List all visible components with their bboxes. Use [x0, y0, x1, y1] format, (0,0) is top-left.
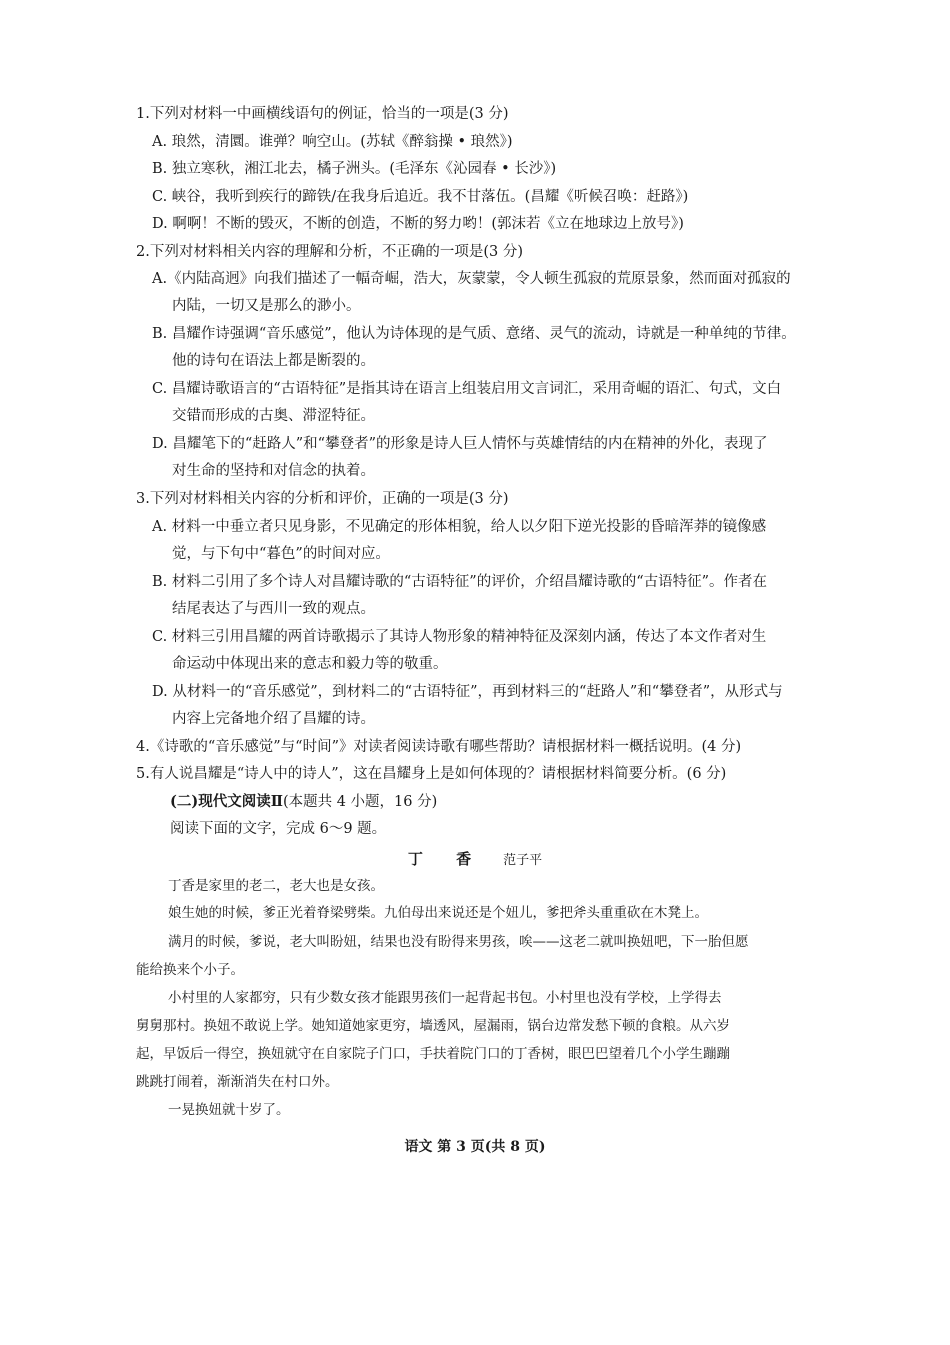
story-paragraph-3-cont: 能给换来个小子。 — [136, 962, 244, 978]
q1-option-a: A. 琅然，清圜。谁弹？响空山。(苏轼《醉翁操 • 琅然》) — [152, 134, 513, 150]
q1-option-c: C. 峡谷，我听到疾行的蹄铁/在我身后追近。我不甘落伍。(昌耀《听候召唤：赶路》) — [152, 189, 689, 205]
story-paragraph-3: 满月的时候，爹说，老大叫盼妞，结果也没有盼得来男孩，唉——这老二就叫换妞吧，下一胎但愿 — [168, 934, 749, 950]
q3-option-d-cont: 内容上完备地介绍了昌耀的诗。 — [172, 711, 375, 727]
q1-option-b: B. 独立寒秋，湘江北去，橘子洲头。(毛泽东《沁园春 • 长沙》) — [152, 161, 557, 177]
story-paragraph-4-cont-2: 起，早饭后一得空，换妞就守在自家院子门口，手扶着院门口的丁香树，眼巴巴望着几个小学生蹦蹦 — [136, 1046, 730, 1062]
q2-option-a-cont: 内陆，一切又是那么的渺小。 — [172, 298, 361, 314]
question-3-stem: 3.下列对材料相关内容的分析和评价，正确的一项是(3 分) — [136, 491, 509, 507]
story-paragraph-5: 一晃换妞就十岁了。 — [168, 1102, 290, 1118]
question-5: 5.有人说昌耀是“诗人中的诗人”，这在昌耀身上是如何体现的？请根据材料简要分析。(6 分) — [136, 766, 727, 782]
story-paragraph-2: 娘生她的时候，爹正光着脊梁劈柴。九伯母出来说还是个妞儿，爹把斧头重重砍在木凳上。 — [168, 905, 708, 921]
q3-option-a-cont: 觉，与下句中“暮色”的时间对应。 — [172, 546, 390, 562]
q2-option-d: D. 昌耀笔下的“赶路人”和“攀登者”的形象是诗人巨人情怀与英雄情结的内在精神的外化，表现了 — [152, 436, 768, 452]
q2-option-d-cont: 对生命的坚持和对信念的执着。 — [172, 463, 375, 479]
section-heading — [170, 792, 437, 812]
story-paragraph-1: 丁香是家里的老二，老大也是女孩。 — [168, 878, 384, 894]
story-author: 范子平 — [503, 853, 543, 868]
section-instruction: 阅读下面的文字，完成 6～9 题。 — [170, 821, 387, 837]
q2-option-b-cont: 他的诗句在语法上都是断裂的。 — [172, 353, 375, 369]
q1-option-d: D. 啊啊！不断的毁灭，不断的创造，不断的努力哟！(郭沫若《立在地球边上放号》) — [152, 216, 684, 232]
q3-option-c: C. 材料三引用昌耀的两首诗歌揭示了其诗人物形象的精神特征及深刻内涵，传达了本文作者对生 — [152, 629, 767, 645]
story-title: 丁 香 — [407, 850, 486, 868]
story-paragraph-4: 小村里的人家都穷，只有少数女孩才能跟男孩们一起背起书包。小村里也没有学校，上学得去 — [168, 990, 722, 1006]
story-title-line — [0, 848, 950, 869]
q3-option-d: D. 从材料一的“音乐感觉”，到材料二的“古语特征”，再到材料三的“赶路人”和“攀登者”，从形式与 — [152, 684, 783, 700]
q3-option-c-cont: 命运动中体现出来的意志和毅力等的敬重。 — [172, 656, 448, 672]
section-title: (二)现代文阅读Ⅱ — [170, 793, 283, 810]
q3-option-b: B. 材料二引用了多个诗人对昌耀诗歌的“古语特征”的评价，介绍昌耀诗歌的“古语特征”。作者在 — [152, 574, 768, 590]
question-1-stem: 1.下列对材料一中画横线语句的例证，恰当的一项是(3 分) — [136, 106, 509, 122]
q3-option-b-cont: 结尾表达了与西川一致的观点。 — [172, 601, 375, 617]
story-paragraph-4-cont-1: 舅舅那村。换妞不敢说上学。她知道她家更穷，墙透风，屋漏雨，锅台边常发愁下顿的食粮。从六岁 — [136, 1018, 730, 1034]
section-note: (本题共 4 小题，16 分) — [282, 794, 438, 810]
story-paragraph-4-cont-3: 跳跳打闹着，渐渐消失在村口外。 — [136, 1074, 339, 1090]
question-4: 4.《诗歌的“音乐感觉”与“时间”》对读者阅读诗歌有哪些帮助？请根据材料一概括说明。(4 分) — [136, 739, 742, 755]
q2-option-a: A.《内陆高迥》向我们描述了一幅奇崛，浩大，灰蒙蒙，令人顿生孤寂的荒原景象，然而面对孤寂的 — [152, 271, 791, 287]
q2-option-b: B. 昌耀作诗强调“音乐感觉”，他认为诗体现的是气质、意绪、灵气的流动，诗就是一种单纯的节律。 — [152, 326, 796, 342]
q2-option-c: C. 昌耀诗歌语言的“古语特征”是指其诗在语言上组装启用文言词汇，采用奇崛的语汇、句式，文白 — [152, 381, 782, 397]
q2-option-c-cont: 交错而形成的古奥、滞涩特征。 — [172, 408, 375, 424]
q3-option-a: A. 材料一中垂立者只见身影，不见确定的形体相貌，给人以夕阳下逆光投影的昏暗浑莽的镜像感 — [152, 519, 767, 535]
page-footer: 语文 第 3 页(共 8 页) — [404, 1139, 546, 1155]
question-2-stem: 2.下列对材料相关内容的理解和分析，不正确的一项是(3 分) — [136, 244, 523, 260]
